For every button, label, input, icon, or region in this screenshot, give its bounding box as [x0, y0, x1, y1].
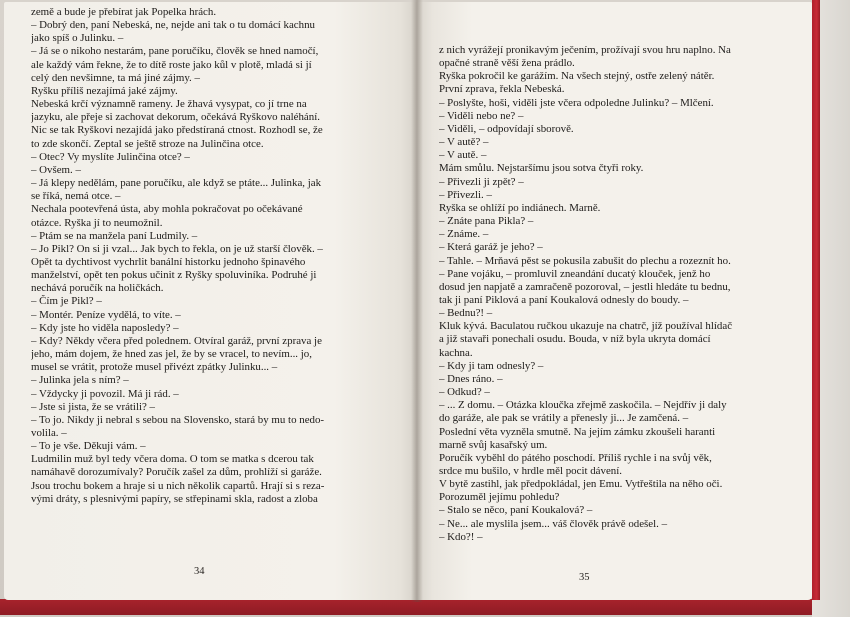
text-line: První zprava, řekla Nebeská. — [439, 83, 565, 96]
text-line: nechává poručík na holičkách. — [31, 282, 164, 295]
text-line: dosud jen napjatě a zamračeně pozoroval, – jestli hledáte tu bednu, — [439, 280, 731, 293]
left-page-number: 34 — [194, 566, 205, 577]
left-page-text — [31, 6, 367, 506]
text-line: – Kdy? Někdy včera před polednem. Otvíral garáž, první zprava je — [31, 334, 322, 347]
text-line: – Já se o nikoho nestarám, pane poručíku, člověk se hned namočí, — [31, 45, 319, 58]
text-line: – Pane vojáku, – promluvil zneandání ducatý klouček, jenž ho — [439, 267, 711, 280]
text-line: – Bednu?! – — [439, 307, 493, 320]
text-line: celý den nevšimne, ta má jiné zájmy. – — [31, 71, 200, 84]
text-line: Ryšku příliš nezajímá jaké zájmy. — [31, 84, 178, 97]
text-line: Nic se tak Ryškovi nezajídá jako předstíraná ctnost. Rozhodl se, že — [31, 124, 323, 137]
text-line: – Montér. Peníze vydělá, to víte. – — [31, 308, 181, 321]
text-line: Opět ta dychtivost vychrlit banální historku jednoho špinavého — [31, 255, 306, 268]
right-page — [417, 2, 812, 600]
text-line: otázce. Ryška jí to neumožnil. — [31, 216, 163, 229]
text-line: – Kdo?! – — [439, 530, 483, 543]
text-line: z nich vyrážejí pronikavým ječením, prožívají svou hru naplno. Na — [439, 44, 731, 56]
text-line: Nechala pootevřená ústa, aby mohla pokračovat po očekávané — [31, 203, 303, 216]
book-gutter — [411, 0, 423, 602]
text-line: – Jste si jista, že se vrátili? – — [31, 400, 156, 413]
text-line: – Vždycky ji povozil. Má ji rád. – — [31, 387, 179, 400]
text-line: Poslední věta vyzněla smutně. Na jejím zámku zkoušeli haranti — [439, 425, 716, 438]
text-line: Mám smůlu. Nejstaršímu jsou sotva čtyři roky. — [439, 162, 644, 175]
text-line: země a bude je přebírat jak Popelka hrách. — [31, 6, 217, 18]
text-line: – Znáte pana Pikla? – — [439, 215, 534, 228]
text-line: a již stavaři ponechali osudu. Bouda, v níž byla ukryta domácí — [439, 333, 711, 346]
text-line: – Já klepy nedělám, pane poručíku, ale když se ptáte... Julinka, jak — [31, 177, 322, 190]
text-line: – Tahle. – Mrňavá pěst se pokusila zabušit do plechu a rozeznít ho. — [439, 254, 731, 267]
text-line: – Známe. – — [439, 228, 489, 241]
text-line: – ... Z domu. – Otázka kloučka zřejmě zaskočila. – Nejdřív ji daly — [439, 399, 727, 412]
right-page-number: 35 — [579, 572, 590, 583]
book-cover-right-edge — [812, 0, 850, 617]
text-line: – Odkud? – — [439, 386, 490, 399]
text-line: V bytě zastihl, jak předpokládal, jen Emu. Vytřeštila na něho oči. — [439, 478, 723, 491]
text-line: kachna. — [439, 346, 473, 359]
text-line: to zde skončí. Zeptal se ještě stroze na Julinčina otce. — [31, 137, 264, 150]
text-line: – Ptám se na manžela paní Ludmily. – — [31, 229, 198, 242]
text-line: jako spíš o Julinku. – — [31, 32, 124, 45]
text-line: se říká, nemá otce. – — [31, 190, 121, 203]
text-line: jeho, mám dojem, že hned zas jel, že by se vracel, to nevím... jo, — [31, 348, 312, 361]
text-line: Ludmilin muž byl tedy včera doma. O tom se matka s dcerou tak — [31, 453, 314, 466]
text-line: – To je vše. Děkuji vám. – — [31, 440, 146, 453]
left-page — [4, 2, 417, 600]
text-line: – Ne... ale myslila jsem... váš člověk právě odešel. – — [439, 517, 668, 530]
text-line: Poručík vyběhl do pátého poschodí. Příliš rychle i na svůj věk, — [439, 451, 712, 464]
text-line: Ryška pokročil ke garážím. Na všech stejný, ostře zelený nátěr. — [439, 70, 715, 83]
text-line: opačné straně věší žena prádlo. — [439, 57, 575, 70]
text-line: – Dnes ráno. – — [439, 372, 503, 385]
text-line: volila. – — [31, 427, 67, 439]
text-line: – Ovšem. – — [31, 163, 81, 176]
text-line: manželství, opět ten pokus učinit z Ryšky spoluviníka. Podruhé ji — [31, 269, 317, 282]
text-line: do garáže, ale pak se vrátily a přenesly ji... Je zamčená. – — [439, 412, 689, 425]
text-line: – Kdy ji tam odnesly? – — [439, 359, 544, 372]
text-line: – To jo. Nikdy ji nebral s sebou na Slovensko, stará by mu to nedo- — [31, 413, 325, 426]
text-line: – Poslyšte, hoši, viděli jste včera odpoledne Julinku? – Mlčení. — [439, 96, 714, 109]
text-line: ale každý vám řekne, že to dítě roste jako kůl v plotě, mladá si jí — [31, 58, 312, 71]
text-line: – Stalo se něco, paní Koukalová? – — [439, 504, 593, 517]
text-line: Ryška se ohlíží po indiánech. Marně. — [439, 201, 601, 214]
text-line: – Viděli, – odpovídají sborově. — [439, 122, 574, 135]
text-line: – Která garáž je jeho? – — [439, 241, 543, 254]
text-line: Porozuměl jejímu pohledu? — [439, 491, 560, 504]
text-line: – V autě. – — [439, 149, 487, 162]
text-line: Nebeská krčí významně rameny. Je žhavá vysypat, co jí trne na — [31, 98, 307, 111]
text-line: musel se vrátit, protože musel přivézt zpátky Julinku... – — [31, 361, 278, 374]
text-line: – Viděli nebo ne? – — [439, 109, 524, 122]
text-line: namáhavě dorozumívaly? Poručík zašel za dům, prohlíží si garáže. — [31, 466, 322, 479]
text-line: Kluk kývá. Baculatou ručkou ukazuje na chatrč, jíž používal hlídač — [439, 320, 733, 333]
book-cover-bottom-edge — [0, 599, 850, 615]
text-line: – Kdy jste ho viděla naposledy? – — [31, 321, 179, 334]
text-line: jazyku, ale přeje si zachovat dekorum, očekává Ryškovo naléhání. — [31, 111, 320, 124]
text-line: – Čím je Pikl? – — [31, 295, 102, 308]
text-line: marně svůj kasařský um. — [439, 438, 548, 451]
text-line: srdce mu bušilo, v hrdle měl pocit dávení. — [439, 465, 622, 477]
text-line: Jsou trochu bokem a hraje si u nich několik capartů. Hrají si s reza- — [31, 479, 325, 492]
text-line: – V autě? – — [439, 136, 489, 149]
text-line: – Přivezli ji zpět? – — [439, 175, 524, 188]
text-line: vými dráty, s plesnivými papíry, se střepinami skla, radost a zloba — [31, 492, 318, 505]
text-line: – Jo Pikl? On si ji vzal... Jak bych to řekla, on je už starší člověk. – — [31, 242, 323, 255]
text-line: tak ji paní Piklová a paní Koukalová odnesly do boudy. – — [439, 293, 689, 306]
text-line: – Dobrý den, paní Nebeská, ne, nejde ani tak o tu domácí kachnu — [31, 19, 315, 32]
text-line: – Přivezli. – — [439, 188, 492, 201]
right-page-text — [439, 44, 773, 544]
text-line: – Otec? Vy myslíte Julinčina otce? – — [31, 150, 190, 163]
text-line: – Julinka jela s ním? – — [31, 374, 129, 387]
